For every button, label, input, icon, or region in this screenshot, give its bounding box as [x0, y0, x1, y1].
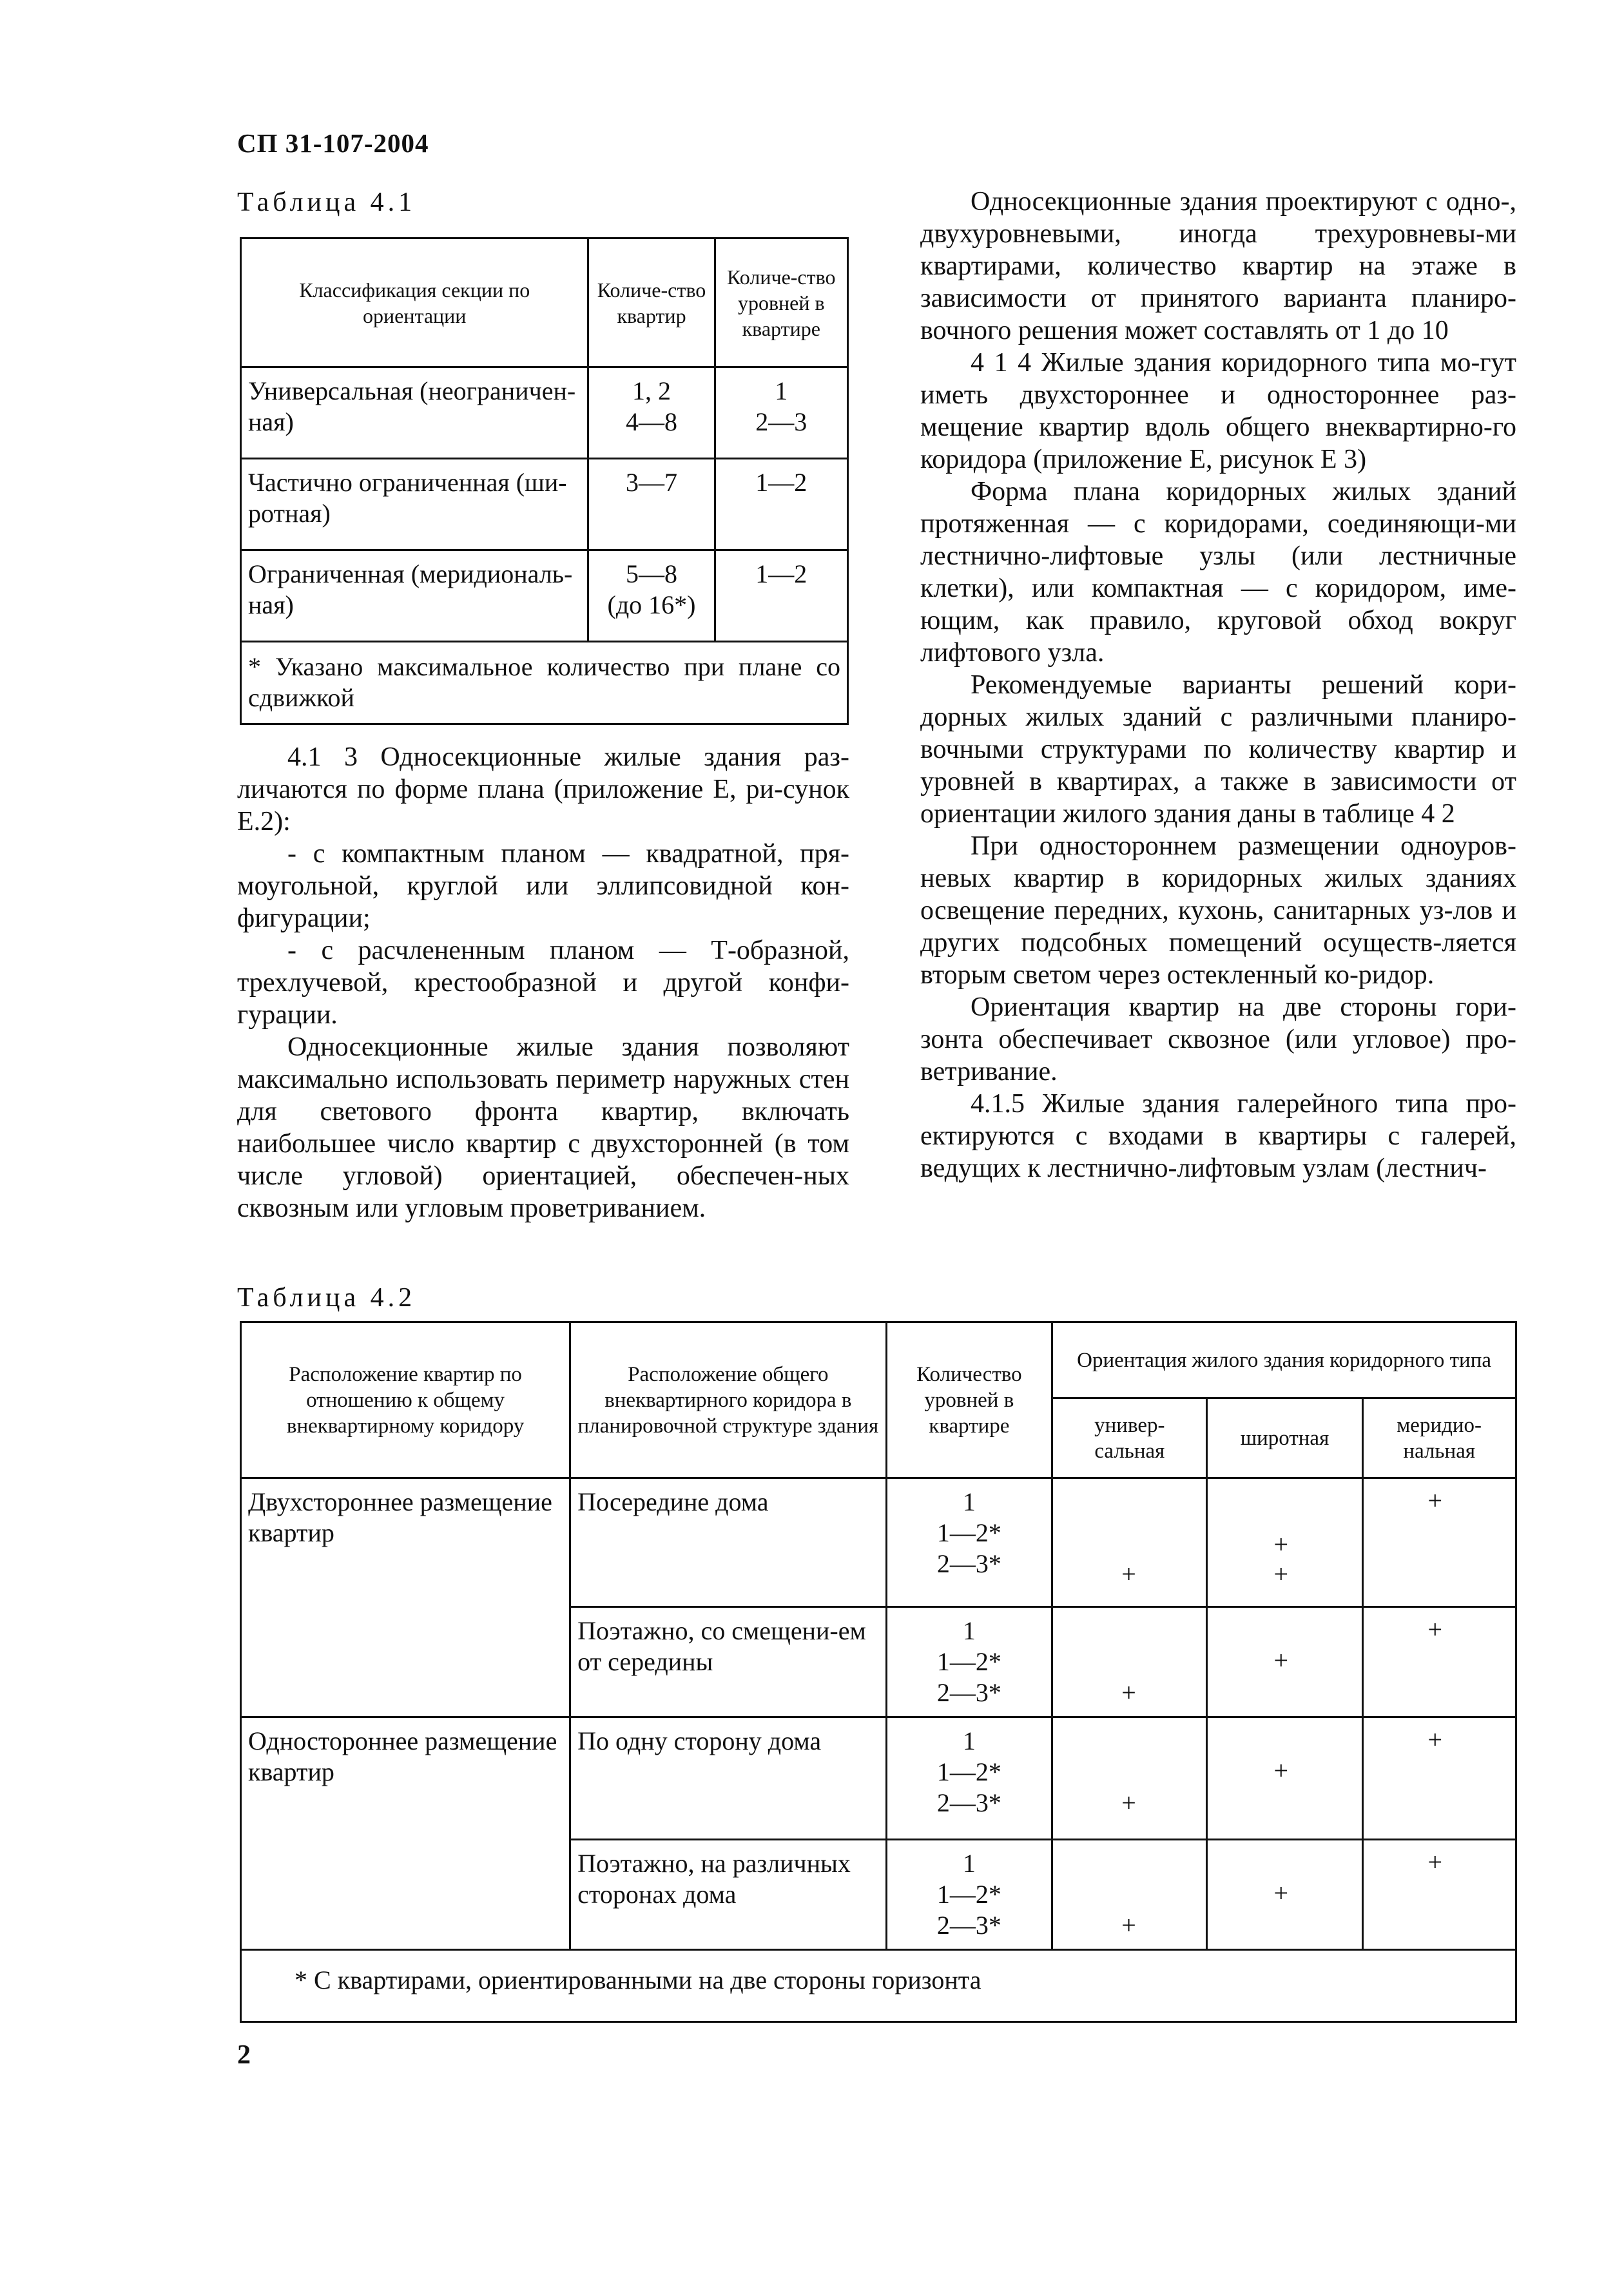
- paragraph: - с компактным планом — квадратной, пря-моугольной, круглой или эллипсовидной кон-фигурации;: [237, 839, 849, 933]
- table2-universal-cell: [1052, 1717, 1207, 1840]
- table1-row-levels: 1—2: [715, 459, 847, 550]
- table2-latitudinal-cell: [1207, 1607, 1362, 1717]
- table2-meridional-cell: [1362, 1607, 1516, 1717]
- paragraph: Односекционные жилые здания позволяют максимально использовать периметр наружных стен для светового фронта квартир, включать наибольшее число квартир с двухсторонней (в том числе угловой) ориентацией, обеспечен-ных сквозным или угловым проветриванием.: [237, 1032, 849, 1223]
- table2-meridional-cell: [1362, 1478, 1516, 1607]
- table1-header-levels: Количе-ство уровней в квартире: [715, 238, 847, 367]
- paragraph: Односекционные здания проектируют с одно-, двухуровневыми, иногда трехуровневы-ми квартирами, количество квартир на этаже в зависимости от принятого варианта планиро-вочного решения может составлять от 1 до 10: [920, 187, 1516, 345]
- table2: [240, 1321, 1517, 2023]
- paragraph: Ориентация квартир на две стороны гори-зонта обеспечивает сквозное (или угловое) про-ветривание.: [920, 992, 1516, 1086]
- plus-mark: +: [1273, 1878, 1289, 1907]
- plus-mark: +: [1121, 1911, 1136, 1940]
- table2-universal-cell: [1052, 1478, 1207, 1607]
- paragraph: 4 1 4 Жилые здания коридорного типа мо-гут иметь двухстороннее и одностороннее раз-мещение квартир вдоль общего внеквартирно-го коридора (приложение Е, рисунок Е 3): [920, 348, 1516, 474]
- left-column: [237, 741, 849, 1224]
- table1-row-levels: 1 2—3: [715, 367, 847, 459]
- plus-mark: +: [1121, 1678, 1136, 1707]
- table1-header-classification: Классификация секции по ориентации: [241, 238, 588, 367]
- plus-mark: +: [1427, 1725, 1443, 1754]
- page-number: 2: [237, 2040, 251, 2070]
- table2-universal-cell: [1052, 1840, 1207, 1950]
- paragraph: Рекомендуемые варианты решений кори-дорных жилых зданий с различными планиро-вочными структурами по количеству квартир и уровней в квартирах, а также в зависимости от ориентации жилого здания даны в таблице 4 2: [920, 670, 1516, 829]
- paragraph: Форма плана коридорных жилых зданий протяженная — с коридорами, соединяющи-ми лестнично-лифтовые узлы (или лестничные клетки), или компактная — с коридором, име-ющим, как правило, круговой обход вокруг лифтового узла.: [920, 477, 1516, 668]
- table1-header-count: Количе-ство квартир: [588, 238, 715, 367]
- table2-levels-cell: 1 1—2* 2—3*: [886, 1840, 1052, 1950]
- table2-header-corridor-location: Расположение общего внеквартирного коридора в планировочной структуре здания: [570, 1322, 886, 1478]
- table1-row-name: Ограниченная (меридиональ-ная): [241, 550, 588, 642]
- table2-universal-cell: [1052, 1607, 1207, 1717]
- table2-latitudinal-cell: [1207, 1840, 1362, 1950]
- table1-row-name: Частично ограниченная (ши-ротная): [241, 459, 588, 550]
- plus-mark: +: [1273, 1756, 1289, 1785]
- table1-footnote: * Указано максимальное количество при плане со сдвижкой: [241, 642, 848, 724]
- right-column: [920, 186, 1516, 1184]
- paragraph: - с расчлененным планом — Т-образной, трехлучевой, крестообразной и другой конфи-гурации.: [237, 936, 849, 1030]
- table2-latitudinal-cell: [1207, 1478, 1362, 1607]
- table2-meridional-cell: [1362, 1840, 1516, 1950]
- table1: [240, 237, 849, 725]
- table2-footnote: * С квартирами, ориентированными на две стороны горизонта: [241, 1950, 1516, 2022]
- table1-row-count: 3—7: [588, 459, 715, 550]
- table1-row-levels: 1—2: [715, 550, 847, 642]
- plus-mark: +: [1273, 1559, 1289, 1588]
- table2-header-universal: универ-сальная: [1052, 1398, 1207, 1478]
- table2-levels-cell: 1 1—2* 2—3*: [886, 1607, 1052, 1717]
- paragraph: 4.1.5 Жилые здания галерейного типа про-ектируются с входами в квартиры с галерей, ведущих к лестнично-лифтовым узлам (лестнич-: [920, 1089, 1516, 1183]
- table2-header-latitudinal: широтная: [1207, 1398, 1362, 1478]
- table2-corridor-cell: Поэтажно, со смещени-ем от середины: [570, 1607, 886, 1717]
- table2-levels-cell: 1 1—2* 2—3*: [886, 1478, 1052, 1607]
- table1-row-count: 5—8 (до 16*): [588, 550, 715, 642]
- plus-mark: +: [1273, 1530, 1289, 1559]
- table2-header-apartment-location: Расположение квартир по отношению к общему внеквартирному коридору: [241, 1322, 570, 1478]
- table1-caption: Таблица 4.1: [237, 188, 416, 217]
- plus-mark: +: [1427, 1848, 1443, 1877]
- table2-group-name: Одностороннее размещение квартир: [241, 1717, 570, 1950]
- plus-mark: +: [1273, 1646, 1289, 1675]
- plus-mark: +: [1427, 1615, 1443, 1644]
- table1-row-name: Универсальная (неограничен-ная): [241, 367, 588, 459]
- table2-header-meridional: меридио-нальная: [1362, 1398, 1516, 1478]
- document-header: СП 31-107-2004: [237, 128, 429, 158]
- plus-mark: +: [1121, 1788, 1136, 1817]
- table2-corridor-cell: Посередине дома: [570, 1478, 886, 1607]
- table2-group-name: Двухстороннее размещение квартир: [241, 1478, 570, 1717]
- table1-row-count: 1, 2 4—8: [588, 367, 715, 459]
- table2-latitudinal-cell: [1207, 1717, 1362, 1840]
- paragraph: При одностороннем размещении одноуров-невых квартир в коридорных жилых зданиях освещение передних, кухонь, санитарных уз-лов и других подсобных помещений осуществ-ляется вторым светом через остекленный ко-ридор.: [920, 831, 1516, 990]
- table2-levels-cell: 1 1—2* 2—3*: [886, 1717, 1052, 1840]
- paragraph: 4.1 3 Односекционные жилые здания раз-личаются по форме плана (приложение Е, ри-сунок Е.2):: [237, 742, 849, 836]
- table2-caption: Таблица 4.2: [237, 1283, 416, 1313]
- table2-corridor-cell: Поэтажно, на различных сторонах дома: [570, 1840, 886, 1950]
- plus-mark: +: [1427, 1486, 1443, 1515]
- table2-corridor-cell: По одну сторону дома: [570, 1717, 886, 1840]
- table2-header-levels: Количество уровней в квартире: [886, 1322, 1052, 1478]
- table2-meridional-cell: [1362, 1717, 1516, 1840]
- plus-mark: +: [1121, 1559, 1136, 1588]
- table2-header-orientation: Ориентация жилого здания коридорного типа: [1052, 1322, 1516, 1398]
